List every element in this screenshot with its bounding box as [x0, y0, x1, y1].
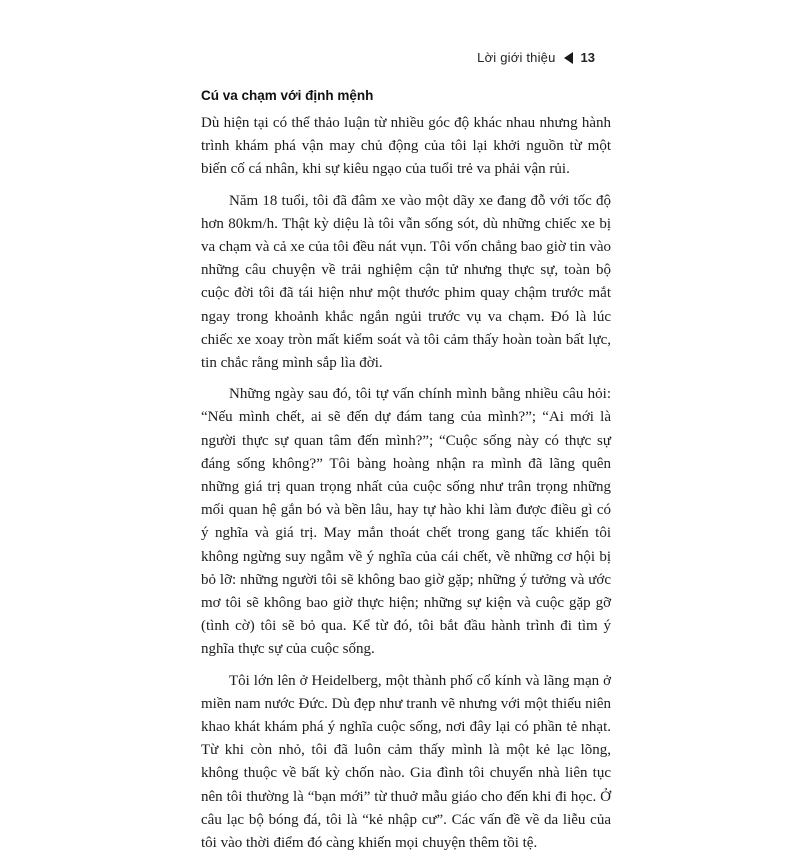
page-body — [201, 88, 611, 863]
paragraph-2: Năm 18 tuổi, tôi đã đâm xe vào một dãy xe đang đỗ với tốc độ hơn 80km/h. Thật kỳ diệu là tôi vẫn sống sót, dù những chiếc xe bị va chạm và cả xe của tôi đều nát vụn. Tôi vốn chẳng bao giờ tin vào những câu chuyện về trải nghiệm cận tử nhưng thực sự, toàn bộ cuộc đời tôi đã tái hiện như một thước phim quay chậm trước mắt ngay trong khoảnh khắc ngắn ngủi trước vụ va chạm. Đó là lúc chiếc xe xoay tròn mất kiểm soát và tôi cảm thấy hoàn toàn bất lực, tin chắc rằng mình sắp lìa đời. — [201, 192, 611, 372]
paragraph-4: Tôi lớn lên ở Heidelberg, một thành phố cổ kính và lãng mạn ở miền nam nước Đức. Dù đẹp như tranh vẽ nhưng với một thiếu niên khao khát khám phá ý nghĩa cuộc sống, nơi đây lại có phần tẻ nhạt. Từ khi còn nhỏ, tôi đã luôn cảm thấy mình là một kẻ lạc lõng, không thuộc về bất kỳ chốn nào. Gia đình tôi chuyển nhà liên tục nên tôi thường là “bạn mới” từ thuở mẫu giáo cho đến khi đi học. Ở câu lạc bộ bóng đá, tôi là “kẻ nhập cư”. Các vấn đề về da liễu của tôi vào thời điểm đó càng khiến mọi chuyện thêm tồi tệ. — [201, 672, 611, 852]
header-section-title: Lời giới thiệu — [477, 50, 556, 65]
page-number: 13 — [580, 50, 595, 65]
section-heading: Cú va chạm với định mệnh — [201, 88, 374, 103]
paragraph-3: Những ngày sau đó, tôi tự vấn chính mình bằng nhiều câu hỏi: “Nếu mình chết, ai sẽ đến dự đám tang của mình?”; “Ai mới là người thực sự quan tâm đến mình?”; “Cuộc sống này có thực sự đáng sống không?” Tôi bàng hoàng nhận ra mình đã lãng quên những giá trị quan trọng nhất của cuộc sống như trân trọng những mối quan hệ gắn bó và bền lâu, hay tự hào khi làm được điều gì có ý nghĩa và giá trị. May mắn thoát chết trong gang tấc khiến tôi không ngừng suy ngẫm về ý nghĩa của cái chết, về những cơ hội bị bỏ lỡ: những người tôi sẽ không bao giờ gặp; những ý tưởng và ước mơ tôi sẽ không bao giờ thực hiện; những sự kiện và cuộc gặp gỡ (tình cờ) tôi sẽ bỏ qua. Kể từ đó, tôi bắt đầu hành trình đi tìm ý nghĩa thực sự của cuộc sống. — [201, 386, 611, 658]
paragraph-1: Dù hiện tại có thể thảo luận từ nhiều góc độ khác nhau nhưng hành trình khám phá vận may chủ động của tôi lại khởi nguồn từ một biến cố cá nhân, khi sự kiêu ngạo của tuổi trẻ va phải vận rủi. — [201, 115, 611, 178]
running-header — [477, 50, 595, 65]
triangle-left-icon — [564, 52, 573, 64]
